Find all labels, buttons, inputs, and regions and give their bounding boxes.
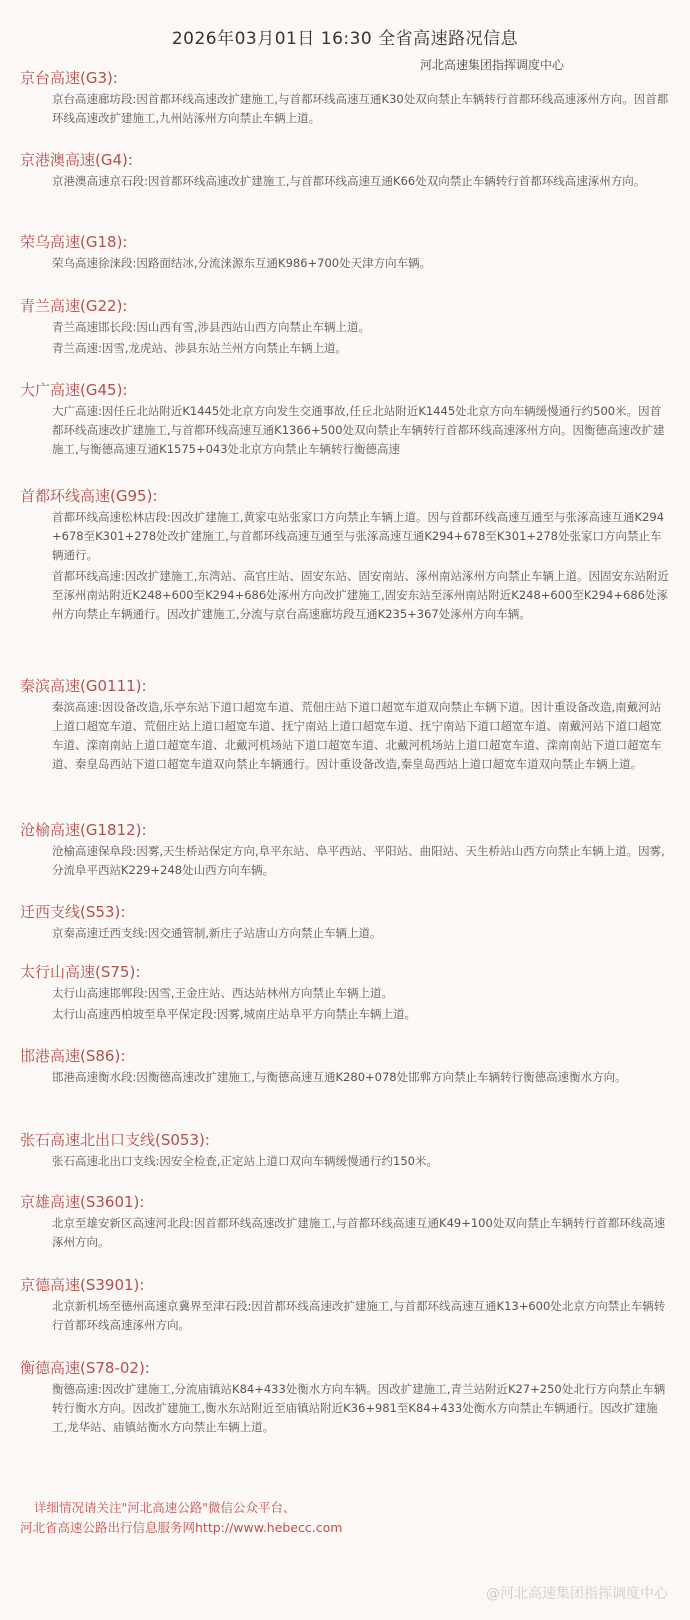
road-section-title: 沧榆高速(G1812): [20, 821, 147, 839]
road-status-text: 京港澳高速京石段:因首都环线高速改扩建施工,与首都环线高速互通K66处双向禁止车辆转行首都环线高速涿州方向。 [52, 174, 646, 188]
road-section [20, 68, 680, 128]
road-section-title: 迁西支线(S53): [20, 903, 126, 921]
road-section-title: 张石高速北出口支线(S053): [20, 1131, 210, 1149]
source-label: 河北高速集团指挥调度中心 [420, 58, 565, 72]
road-section [20, 1192, 680, 1252]
road-status-text: 大广高速:因任丘北站附近K1445处北京方向发生交通事故,任丘北站附近K1445处北京方向车辆缓慢通行约500米。因首都环线高速改扩建施工,与首都环线高速互通K1366+500处双向禁止车辆转行首都环线高速涿州方向。因衡德高速改扩建施工,与衡德高速互通K1575+043处北京方向禁止车辆转行衡德高速 [52, 404, 665, 456]
road-section [20, 902, 680, 943]
page-title: 2026年03月01日 16:30 全省高速路况信息 [171, 29, 519, 49]
road-section [20, 232, 680, 273]
road-status-text: 北京新机场至德州高速京冀界至津石段:因首都环线高速改扩建施工,与首都环线高速互通K13+600处北京方向禁止车辆转行首都环线高速涿州方向。 [52, 1299, 666, 1332]
road-section-title: 荣乌高速(G18): [20, 233, 128, 251]
road-section [20, 296, 680, 358]
road-section-title: 大广高速(G45): [20, 381, 128, 399]
road-section-title: 邯港高速(S86): [20, 1047, 126, 1065]
road-status-text: 太行山高速邯郸段:因雪,王金庄站、西达站林州方向禁止车辆上道。 [52, 986, 394, 1000]
road-section-title: 首都环线高速(G95): [20, 487, 158, 505]
road-status-text: 青兰高速邯长段:因山西有雪,涉县西站山西方向禁止车辆上道。 [52, 320, 371, 334]
road-section [20, 486, 680, 624]
footer-line-1: 详细情况请关注"河北高速公路"微信公众平台、 [34, 1500, 296, 1515]
road-status-text: 衡德高速:因改扩建施工,分流庙镇站K84+433处衡水方向车辆。因改扩建施工,青兰站附近K27+250处北行方向禁止车辆转行衡水方向。因改扩建施工,衡水东站附近至庙镇站附近K36+981至K84+433处衡水方向禁止车辆通行。因改扩建施工,龙华站、庙镇站衡水方向禁止车辆上道。 [52, 1382, 666, 1434]
road-section [20, 1130, 680, 1171]
road-status-text: 首都环线高速松林店段:因改扩建施工,黄家屯站张家口方向禁止车辆上道。因与首都环线高速互通至与张涿高速互通K294+678至K301+278处改扩建施工,与首都环线高速互通至与张涿高速互通K294+678至K301+278处张家口方向禁止车辆通行。 [52, 510, 665, 562]
road-status-text: 首都环线高速:因改扩建施工,东湾站、高官庄站、固安东站、固安南站、涿州南站涿州方向禁止车辆上道。因固安东站附近至涿州南站附近K248+600至K294+686处涿州方向改扩建施工,固安东站至涿州南站附近K248+600至K294+686处涿州方向禁止车辆通行。因改扩建施工,分流与京台高速廊坊段互通K235+367处涿州方向车辆。 [52, 569, 670, 621]
road-section-title: 京台高速(G3): [20, 69, 118, 87]
road-section [20, 1358, 680, 1437]
footer-line-2[interactable]: 河北省高速公路出行信息服务网http://www.hebecc.com [20, 1520, 343, 1535]
road-status-text: 北京至雄安新区高速河北段:因首都环线高速改扩建施工,与首都环线高速互通K49+100处双向禁止车辆转行首都环线高速涿州方向。 [52, 1216, 666, 1249]
road-status-text: 邯港高速衡水段:因衡德高速改扩建施工,与衡德高速互通K280+078处邯郸方向禁止车辆转行衡德高速衡水方向。 [52, 1070, 627, 1084]
watermark-text: @河北高速集团指挥调度中心 [486, 1586, 668, 1602]
road-section-title: 京雄高速(S3601): [20, 1193, 145, 1211]
road-status-text: 京台高速廊坊段:因首都环线高速改扩建施工,与首都环线高速互通K30处双向禁止车辆转行首都环线高速涿州方向。因首都环线高速改扩建施工,九州站涿州方向禁止车辆上道。 [52, 92, 669, 125]
road-status-text: 秦滨高速:因设备改造,乐亭东站下道口超宽车道、荒佃庄站下道口超宽车道双向禁止车辆下道。因计重设备改造,南戴河站上道口超宽车道、荒佃庄站上道口超宽车道、抚宁南站上道口超宽车道、抚宁南站下道口超宽车道、南戴河站下道口超宽车道、滦南南站上道口超宽车道、北戴河机场站下道口超宽车道、北戴河机场站上道口超宽车道、滦南南站下道口超宽车道、秦皇岛西站下道口超宽车道双向禁止车辆通行。因计重设备改造,秦皇岛西站上道口超宽车道双向禁止车辆上道。 [52, 700, 662, 771]
road-section-title: 京港澳高速(G4): [20, 151, 133, 169]
road-section [20, 380, 680, 459]
footer-note [20, 1498, 342, 1538]
road-section-title: 秦滨高速(G0111): [20, 677, 147, 695]
road-status-text: 张石高速北出口支线:因安全检查,正定站上道口双向车辆缓慢通行约150米。 [52, 1154, 438, 1168]
road-section [20, 962, 680, 1024]
road-section-title: 太行山高速(S75): [20, 963, 141, 981]
road-section-title: 京德高速(S3901): [20, 1276, 145, 1294]
road-section [20, 820, 680, 880]
road-section [20, 676, 680, 774]
road-section [20, 1275, 680, 1335]
road-section-title: 青兰高速(G22): [20, 297, 128, 315]
road-status-text: 荣乌高速徐涞段:因路面结冰,分流涞源东互通K986+700处天津方向车辆。 [52, 256, 432, 270]
road-section [20, 150, 680, 191]
road-status-text: 京秦高速迁西支线:因交通管制,新庄子站唐山方向禁止车辆上道。 [52, 926, 382, 940]
road-status-text: 沧榆高速保阜段:因雾,天生桥站保定方向,阜平东站、阜平西站、平阳站、曲阳站、天生桥站山西方向禁止车辆上道。因雾,分流阜平西站K229+248处山西方向车辆。 [52, 844, 665, 877]
road-section-title: 衡德高速(S78-02): [20, 1359, 150, 1377]
road-status-text: 太行山高速西柏坡至阜平保定段:因雾,城南庄站阜平方向禁止车辆上道。 [52, 1007, 417, 1021]
road-section [20, 1046, 680, 1087]
road-status-text: 青兰高速:因雪,龙虎站、涉县东站兰州方向禁止车辆上道。 [52, 341, 348, 355]
